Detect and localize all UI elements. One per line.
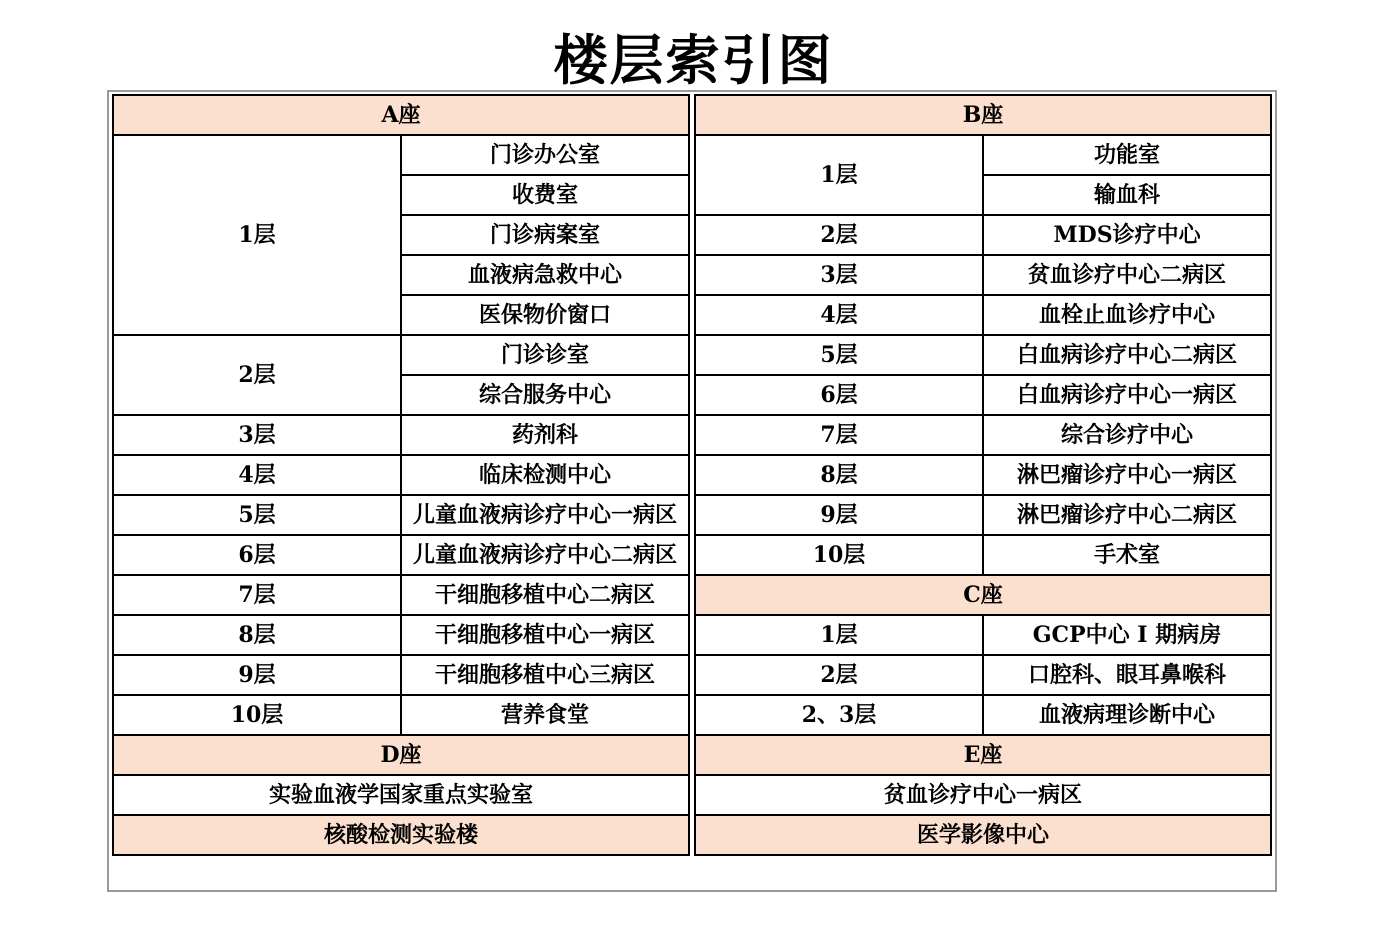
e-block-content: 贫血诊疗中心一病区 (695, 775, 1271, 815)
floor-label: 7层 (113, 575, 401, 615)
floor-label: 5层 (695, 335, 983, 375)
floor-label: 8层 (695, 455, 983, 495)
floor-label: 2、3层 (695, 695, 983, 735)
floor-label: 9层 (695, 495, 983, 535)
room-cell: 临床检测中心 (401, 455, 689, 495)
floor-label: 2层 (113, 335, 401, 415)
room-cell: 门诊办公室 (401, 135, 689, 175)
room-cell: 口腔科、眼耳鼻喉科 (983, 655, 1271, 695)
floor-label: 6层 (113, 535, 401, 575)
room-cell: 淋巴瘤诊疗中心一病区 (983, 455, 1271, 495)
room-cell: 血液病理诊断中心 (983, 695, 1271, 735)
room-cell: 功能室 (983, 135, 1271, 175)
floor-label: 10层 (113, 695, 401, 735)
a-block-header: A座 (113, 95, 689, 135)
page-title: 楼层索引图 (553, 28, 834, 92)
d-block-header: D座 (113, 735, 689, 775)
e-block-header: E座 (695, 735, 1271, 775)
room-cell: 综合服务中心 (401, 375, 689, 415)
c-block-header: C座 (695, 575, 1271, 615)
room-cell: 手术室 (983, 535, 1271, 575)
floor-label: 2层 (695, 215, 983, 255)
b-block-table (694, 94, 1272, 856)
room-cell: 输血科 (983, 175, 1271, 215)
room-cell: 白血病诊疗中心一病区 (983, 375, 1271, 415)
room-cell: MDS诊疗中心 (983, 215, 1271, 255)
room-cell: 白血病诊疗中心二病区 (983, 335, 1271, 375)
a-block-table (112, 94, 690, 856)
floor-label: 2层 (695, 655, 983, 695)
room-cell: 儿童血液病诊疗中心二病区 (401, 535, 689, 575)
room-cell: 血液病急救中心 (401, 255, 689, 295)
room-cell: 收费室 (401, 175, 689, 215)
floor-label: 10层 (695, 535, 983, 575)
room-cell: 儿童血液病诊疗中心一病区 (401, 495, 689, 535)
floor-label: 4层 (695, 295, 983, 335)
d-block-content: 实验血液学国家重点实验室 (113, 775, 689, 815)
floor-label: 1层 (695, 615, 983, 655)
nucleic-building-label: 核酸检测实验楼 (113, 815, 689, 855)
floor-label: 6层 (695, 375, 983, 415)
room-cell: 医保物价窗口 (401, 295, 689, 335)
b-block-header: B座 (695, 95, 1271, 135)
floor-label: 3层 (113, 415, 401, 455)
room-cell: GCP中心 I 期病房 (983, 615, 1271, 655)
floor-label: 1层 (695, 135, 983, 215)
floor-label: 7层 (695, 415, 983, 455)
imaging-center-label: 医学影像中心 (695, 815, 1271, 855)
room-cell: 综合诊疗中心 (983, 415, 1271, 455)
room-cell: 血栓止血诊疗中心 (983, 295, 1271, 335)
floor-label: 5层 (113, 495, 401, 535)
room-cell: 干细胞移植中心一病区 (401, 615, 689, 655)
room-cell: 营养食堂 (401, 695, 689, 735)
room-cell: 药剂科 (401, 415, 689, 455)
room-cell: 干细胞移植中心二病区 (401, 575, 689, 615)
floor-label: 1层 (113, 135, 401, 335)
room-cell: 干细胞移植中心三病区 (401, 655, 689, 695)
room-cell: 淋巴瘤诊疗中心二病区 (983, 495, 1271, 535)
room-cell: 门诊病案室 (401, 215, 689, 255)
floor-label: 8层 (113, 615, 401, 655)
room-cell: 贫血诊疗中心二病区 (983, 255, 1271, 295)
floor-label: 4层 (113, 455, 401, 495)
room-cell: 门诊诊室 (401, 335, 689, 375)
floor-label: 3层 (695, 255, 983, 295)
floor-label: 9层 (113, 655, 401, 695)
